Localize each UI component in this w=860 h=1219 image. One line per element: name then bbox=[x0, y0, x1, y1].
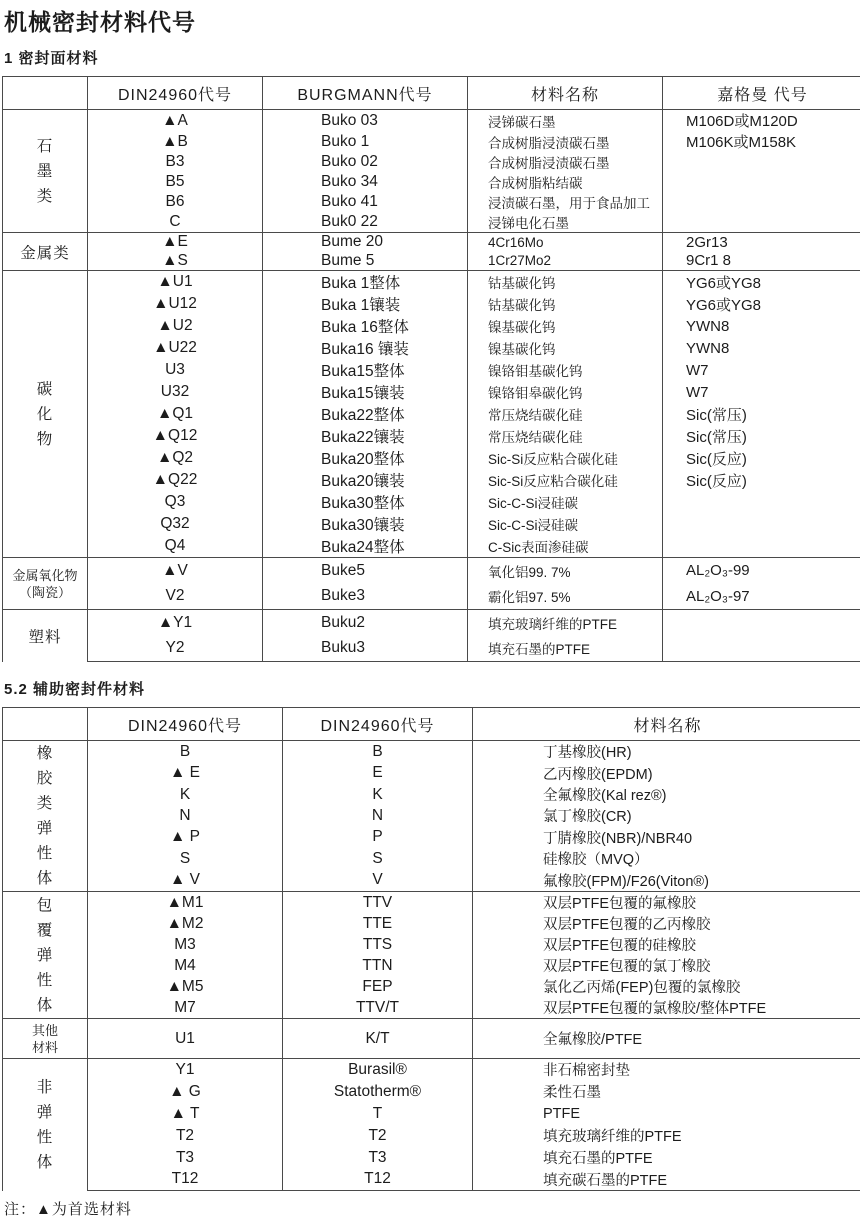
cell-material: 双层PTFE包覆的氯橡胶/整体PTFE bbox=[473, 997, 860, 1019]
cell-din: Y2 bbox=[88, 636, 263, 662]
category-char: 物 bbox=[3, 427, 87, 452]
category-char: 体 bbox=[3, 993, 87, 1018]
cell-material: 钴基碳化钨 bbox=[468, 293, 663, 315]
category-cell bbox=[3, 271, 88, 558]
column-header: 材料名称 bbox=[468, 77, 663, 110]
table-row bbox=[3, 584, 860, 610]
cell-din: Q32 bbox=[88, 513, 263, 535]
cell-burgmann: Buko 1 bbox=[263, 131, 468, 152]
cell-burgmann: Buko 41 bbox=[263, 192, 468, 212]
category-char: 胶 bbox=[3, 766, 87, 791]
cell-material: 1Cr27Mo2 bbox=[468, 252, 663, 271]
cell-din2: TTN bbox=[283, 955, 473, 976]
cell-material: 填充玻璃纤维的PTFE bbox=[473, 1125, 860, 1147]
cell-jgm: M106K或M158K bbox=[663, 131, 860, 152]
cell-jgm: AL₂O₃-99 bbox=[663, 558, 860, 584]
cell-jgm bbox=[663, 212, 860, 233]
cell-jgm: Sic(反应) bbox=[663, 469, 860, 491]
category-char: 性 bbox=[3, 968, 87, 993]
cell-din: ▲U22 bbox=[88, 337, 263, 359]
cell-material: 全氟橡胶(Kal rez®) bbox=[473, 784, 860, 805]
cell-din: B6 bbox=[88, 192, 263, 212]
cell-jgm: 9Cr1 8 bbox=[663, 252, 860, 271]
cell-material: 常压烧结碳化硅 bbox=[468, 425, 663, 447]
table-row bbox=[3, 252, 860, 271]
cell-jgm bbox=[663, 513, 860, 535]
cell-din1: ▲ P bbox=[88, 827, 283, 848]
cell-material: 镍铬钼皋碳化钨 bbox=[468, 381, 663, 403]
cell-material: 合成树脂浸渍碳石墨 bbox=[468, 131, 663, 152]
table-row bbox=[3, 1147, 860, 1169]
cell-din1: M3 bbox=[88, 934, 283, 955]
cell-din1: ▲ G bbox=[88, 1081, 283, 1103]
cell-din: ▲U2 bbox=[88, 315, 263, 337]
table-row bbox=[3, 913, 860, 934]
cell-jgm bbox=[663, 636, 860, 662]
cell-material: 氧化铝99. 7% bbox=[468, 558, 663, 584]
table-row bbox=[3, 558, 860, 584]
cell-material: 填充玻璃纤维的PTFE bbox=[468, 610, 663, 636]
cell-din2: S bbox=[283, 848, 473, 869]
table-row bbox=[3, 152, 860, 172]
category-char: 覆 bbox=[3, 918, 87, 943]
category-cell bbox=[3, 110, 88, 233]
cell-burgmann: Buka 16整体 bbox=[263, 315, 468, 337]
cell-material: Sic-C-Si浸硅碳 bbox=[468, 513, 663, 535]
category-char: 非 bbox=[3, 1075, 87, 1100]
cell-material: Sic-Si反应粘合碳化硅 bbox=[468, 447, 663, 469]
cell-din1: B bbox=[88, 741, 283, 763]
cell-din: ▲S bbox=[88, 252, 263, 271]
cell-burgmann: Buka15整体 bbox=[263, 359, 468, 381]
cell-material: 丁腈橡胶(NBR)/NBR40 bbox=[473, 827, 860, 848]
table-row bbox=[3, 172, 860, 192]
cell-jgm bbox=[663, 491, 860, 513]
table-row bbox=[3, 1081, 860, 1103]
cell-jgm bbox=[663, 610, 860, 636]
table-row bbox=[3, 784, 860, 805]
cell-jgm: Sic(反应) bbox=[663, 447, 860, 469]
table-row bbox=[3, 212, 860, 233]
cell-din1: Y1 bbox=[88, 1059, 283, 1081]
column-header bbox=[3, 77, 88, 110]
category-char: 弹 bbox=[3, 1100, 87, 1125]
cell-burgmann: Buka22镶装 bbox=[263, 425, 468, 447]
column-header: BURGMANN代号 bbox=[263, 77, 468, 110]
cell-material: 硅橡胶（MVQ） bbox=[473, 848, 860, 869]
cell-din2: Burasil® bbox=[283, 1059, 473, 1081]
cell-din2: V bbox=[283, 870, 473, 892]
cell-din1: ▲ T bbox=[88, 1103, 283, 1125]
cell-material: 丁基橡胶(HR) bbox=[473, 741, 860, 763]
cell-jgm: 2Gr13 bbox=[663, 233, 860, 252]
cell-din2: T3 bbox=[283, 1147, 473, 1169]
cell-material: 浸渍碳石墨，用于食品加工 bbox=[468, 192, 663, 212]
cell-din1: K bbox=[88, 784, 283, 805]
table-row bbox=[3, 636, 860, 662]
cell-din1: ▲M5 bbox=[88, 976, 283, 997]
cell-burgmann: Buka15镶装 bbox=[263, 381, 468, 403]
cell-din1: S bbox=[88, 848, 283, 869]
cell-din2: Statotherm® bbox=[283, 1081, 473, 1103]
table-row bbox=[3, 610, 860, 636]
cell-burgmann: Buke5 bbox=[263, 558, 468, 584]
cell-jgm: W7 bbox=[663, 381, 860, 403]
cell-material: 氯丁橡胶(CR) bbox=[473, 805, 860, 826]
cell-din2: P bbox=[283, 827, 473, 848]
table-row bbox=[3, 805, 860, 826]
category-char: 体 bbox=[3, 1150, 87, 1175]
cell-material: Sic-C-Si浸硅碳 bbox=[468, 491, 663, 513]
cell-din: ▲U1 bbox=[88, 271, 263, 294]
cell-din: ▲E bbox=[88, 233, 263, 252]
cell-din2: E bbox=[283, 762, 473, 783]
cell-din: ▲U12 bbox=[88, 293, 263, 315]
cell-burgmann: Buko 02 bbox=[263, 152, 468, 172]
cell-burgmann: Buka20镶装 bbox=[263, 469, 468, 491]
category-line: 其他 bbox=[3, 1022, 87, 1039]
cell-din1: M7 bbox=[88, 997, 283, 1019]
cell-jgm bbox=[663, 192, 860, 212]
cell-material: 霸化铝97. 5% bbox=[468, 584, 663, 610]
table-row bbox=[3, 110, 860, 132]
cell-burgmann: Buko 34 bbox=[263, 172, 468, 192]
cell-din1: T2 bbox=[88, 1125, 283, 1147]
category-char: 墨 bbox=[3, 159, 87, 184]
cell-burgmann: Buko 03 bbox=[263, 110, 468, 132]
table-row bbox=[3, 762, 860, 783]
section-title-seal-face: 1 密封面材料 bbox=[4, 47, 858, 68]
table-row bbox=[3, 131, 860, 152]
cell-din: B3 bbox=[88, 152, 263, 172]
cell-material: 合成树脂浸渍碳石墨 bbox=[468, 152, 663, 172]
cell-jgm: Sic(常压) bbox=[663, 425, 860, 447]
category-char: 性 bbox=[3, 1125, 87, 1150]
cell-din: U32 bbox=[88, 381, 263, 403]
table-row bbox=[3, 271, 860, 294]
cell-jgm: YWN8 bbox=[663, 315, 860, 337]
cell-din: ▲V bbox=[88, 558, 263, 584]
category-cell bbox=[3, 741, 88, 892]
cell-din2: K/T bbox=[283, 1019, 473, 1059]
category-char: 石 bbox=[3, 134, 87, 159]
cell-burgmann: Buka30镶装 bbox=[263, 513, 468, 535]
cell-din2: TTV bbox=[283, 892, 473, 914]
category-char: 橡 bbox=[3, 741, 87, 766]
category-cell: 塑料 bbox=[3, 610, 88, 662]
category-char: 碳 bbox=[3, 377, 87, 402]
table-row bbox=[3, 976, 860, 997]
cell-jgm bbox=[663, 172, 860, 192]
cell-material: 填充石墨的PTFE bbox=[473, 1147, 860, 1169]
cell-din: ▲A bbox=[88, 110, 263, 132]
category-char: 类 bbox=[3, 184, 87, 209]
table-row bbox=[3, 934, 860, 955]
cell-jgm bbox=[663, 535, 860, 558]
cell-jgm: AL₂O₃-97 bbox=[663, 584, 860, 610]
table-row bbox=[3, 741, 860, 763]
cell-material: 常压烧结碳化硅 bbox=[468, 403, 663, 425]
cell-material: PTFE bbox=[473, 1103, 860, 1125]
cell-din2: B bbox=[283, 741, 473, 763]
cell-din: ▲Y1 bbox=[88, 610, 263, 636]
cell-material: 浸锑碳石墨 bbox=[468, 110, 663, 132]
cell-material: 填充石墨的PTFE bbox=[468, 636, 663, 662]
table-row bbox=[3, 535, 860, 558]
cell-din2: K bbox=[283, 784, 473, 805]
category-char: 包 bbox=[3, 893, 87, 918]
table-row bbox=[3, 425, 860, 447]
table-row bbox=[3, 233, 860, 252]
cell-material: 非石棉密封垫 bbox=[473, 1059, 860, 1081]
cell-din: B5 bbox=[88, 172, 263, 192]
table-row bbox=[3, 513, 860, 535]
category-char: 化 bbox=[3, 402, 87, 427]
cell-burgmann: Buku3 bbox=[263, 636, 468, 662]
table-row bbox=[3, 1103, 860, 1125]
cell-din: V2 bbox=[88, 584, 263, 610]
table-row bbox=[3, 1059, 860, 1081]
table-row bbox=[3, 403, 860, 425]
category-char: 体 bbox=[3, 866, 87, 891]
cell-din: ▲Q12 bbox=[88, 425, 263, 447]
cell-material: 柔性石墨 bbox=[473, 1081, 860, 1103]
cell-din: Q3 bbox=[88, 491, 263, 513]
cell-din2: TTS bbox=[283, 934, 473, 955]
cell-material: 双层PTFE包覆的氯丁橡胶 bbox=[473, 955, 860, 976]
cell-din1: T12 bbox=[88, 1169, 283, 1191]
cell-din2: N bbox=[283, 805, 473, 826]
cell-din2: TTV/T bbox=[283, 997, 473, 1019]
table-row bbox=[3, 469, 860, 491]
cell-jgm bbox=[663, 152, 860, 172]
column-header: DIN24960代号 bbox=[88, 708, 283, 741]
cell-jgm: YG6或YG8 bbox=[663, 293, 860, 315]
table-row bbox=[3, 1125, 860, 1147]
cell-burgmann: Buka 1镶装 bbox=[263, 293, 468, 315]
cell-din1: ▲ V bbox=[88, 870, 283, 892]
table-row bbox=[3, 827, 860, 848]
cell-burgmann: Buka 1整体 bbox=[263, 271, 468, 294]
table-row bbox=[3, 381, 860, 403]
cell-material: 双层PTFE包覆的氟橡胶 bbox=[473, 892, 860, 914]
cell-jgm: YG6或YG8 bbox=[663, 271, 860, 294]
page-title: 机械密封材料代号 bbox=[4, 4, 858, 37]
cell-din1: ▲M2 bbox=[88, 913, 283, 934]
cell-din: C bbox=[88, 212, 263, 233]
cell-burgmann: Bume 20 bbox=[263, 233, 468, 252]
seal-face-materials-table bbox=[2, 76, 860, 662]
cell-jgm: Sic(常压) bbox=[663, 403, 860, 425]
table-row bbox=[3, 1169, 860, 1191]
column-header: DIN24960代号 bbox=[283, 708, 473, 741]
category-char: 性 bbox=[3, 841, 87, 866]
table-row bbox=[3, 892, 860, 914]
cell-din: Q4 bbox=[88, 535, 263, 558]
cell-burgmann: Bume 5 bbox=[263, 252, 468, 271]
section-title-auxiliary: 5.2 辅助密封件材料 bbox=[4, 678, 858, 699]
cell-din2: FEP bbox=[283, 976, 473, 997]
cell-material: 双层PTFE包覆的乙丙橡胶 bbox=[473, 913, 860, 934]
category-cell bbox=[3, 558, 88, 610]
footnote: 注：▲为首选材料 bbox=[4, 1198, 858, 1219]
cell-jgm: W7 bbox=[663, 359, 860, 381]
header-row bbox=[3, 708, 860, 741]
cell-burgmann: Buka30整体 bbox=[263, 491, 468, 513]
cell-din: ▲B bbox=[88, 131, 263, 152]
column-header: DIN24960代号 bbox=[88, 77, 263, 110]
cell-material: 浸锑电化石墨 bbox=[468, 212, 663, 233]
category-cell bbox=[3, 892, 88, 1019]
cell-material: 氯化乙丙烯(FEP)包覆的氯橡胶 bbox=[473, 976, 860, 997]
cell-din1: U1 bbox=[88, 1019, 283, 1059]
cell-material: 乙丙橡胶(EPDM) bbox=[473, 762, 860, 783]
category-line: 材料 bbox=[3, 1039, 87, 1056]
cell-din1: M4 bbox=[88, 955, 283, 976]
cell-material: 钴基碳化钨 bbox=[468, 271, 663, 294]
cell-material: 镍基碳化钨 bbox=[468, 315, 663, 337]
cell-din1: T3 bbox=[88, 1147, 283, 1169]
cell-burgmann: Buka24整体 bbox=[263, 535, 468, 558]
cell-din1: ▲M1 bbox=[88, 892, 283, 914]
table-row bbox=[3, 997, 860, 1019]
cell-din: U3 bbox=[88, 359, 263, 381]
cell-material: 双层PTFE包覆的硅橡胶 bbox=[473, 934, 860, 955]
cell-jgm: YWN8 bbox=[663, 337, 860, 359]
cell-material: 镍铬钼基碳化钨 bbox=[468, 359, 663, 381]
cell-din2: T2 bbox=[283, 1125, 473, 1147]
cell-din2: T12 bbox=[283, 1169, 473, 1191]
cell-burgmann: Buka16 镶装 bbox=[263, 337, 468, 359]
category-line: 金属氧化物 bbox=[3, 567, 87, 584]
cell-burgmann: Buka22整体 bbox=[263, 403, 468, 425]
header-row bbox=[3, 77, 860, 110]
cell-din: ▲Q22 bbox=[88, 469, 263, 491]
cell-burgmann: Buku2 bbox=[263, 610, 468, 636]
cell-material: 4Cr16Mo bbox=[468, 233, 663, 252]
category-char: 弹 bbox=[3, 943, 87, 968]
table-row bbox=[3, 293, 860, 315]
cell-din: ▲Q1 bbox=[88, 403, 263, 425]
cell-burgmann: Buke3 bbox=[263, 584, 468, 610]
cell-din2: T bbox=[283, 1103, 473, 1125]
column-header: 嘉格曼 代号 bbox=[663, 77, 860, 110]
table-row bbox=[3, 447, 860, 469]
cell-din1: N bbox=[88, 805, 283, 826]
category-char: 类 bbox=[3, 791, 87, 816]
table-row bbox=[3, 491, 860, 513]
category-cell bbox=[3, 1019, 88, 1059]
category-cell: 金属类 bbox=[3, 233, 88, 271]
cell-material: C-Sic表面渗硅碳 bbox=[468, 535, 663, 558]
table-row bbox=[3, 359, 860, 381]
cell-material: 全氟橡胶/PTFE bbox=[473, 1019, 860, 1059]
cell-burgmann: Buka20整体 bbox=[263, 447, 468, 469]
cell-burgmann: Buk0 22 bbox=[263, 212, 468, 233]
category-char: 弹 bbox=[3, 816, 87, 841]
cell-din2: TTE bbox=[283, 913, 473, 934]
table-row bbox=[3, 337, 860, 359]
auxiliary-seal-materials-table bbox=[2, 707, 860, 1191]
cell-din1: ▲ E bbox=[88, 762, 283, 783]
cell-din: ▲Q2 bbox=[88, 447, 263, 469]
column-header bbox=[3, 708, 88, 741]
column-header: 材料名称 bbox=[473, 708, 860, 741]
table-row bbox=[3, 315, 860, 337]
cell-material: 镍基碳化钨 bbox=[468, 337, 663, 359]
category-line: （陶瓷） bbox=[3, 584, 87, 601]
cell-material: 氟橡胶(FPM)/F26(Viton®) bbox=[473, 870, 860, 892]
table-row bbox=[3, 848, 860, 869]
table-row bbox=[3, 870, 860, 892]
table-row bbox=[3, 192, 860, 212]
category-cell bbox=[3, 1059, 88, 1191]
cell-material: Sic-Si反应粘合碳化硅 bbox=[468, 469, 663, 491]
cell-material: 合成树脂粘结碳 bbox=[468, 172, 663, 192]
cell-jgm: M106D或M120D bbox=[663, 110, 860, 132]
table-row bbox=[3, 1019, 860, 1059]
cell-material: 填充碳石墨的PTFE bbox=[473, 1169, 860, 1191]
table-row bbox=[3, 955, 860, 976]
